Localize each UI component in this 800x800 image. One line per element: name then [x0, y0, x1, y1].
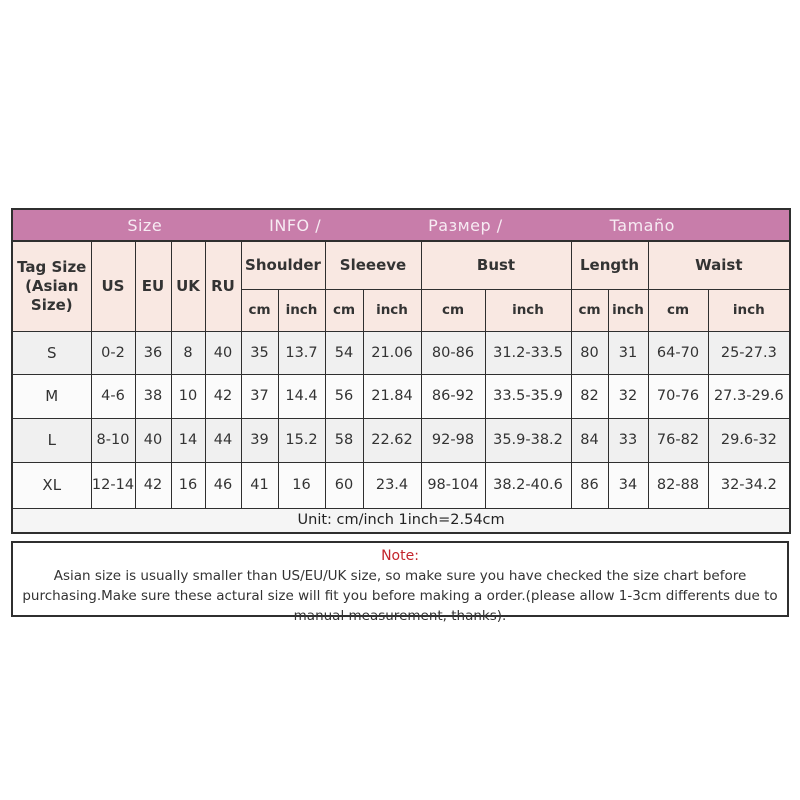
cell-l-ru: 44: [205, 418, 241, 462]
column-header-eu: EU: [135, 241, 171, 331]
cell-m-sleeve-cm: 56: [325, 374, 363, 418]
cell-xl-waist-inch: 32-34.2: [708, 462, 790, 508]
cell-xl-sleeve-cm: 60: [325, 462, 363, 508]
cell-s-shoulder-cm: 35: [241, 331, 278, 374]
column-header-tag-size: Tag Size (Asian Size): [12, 241, 91, 331]
cell-l-shoulder-cm: 39: [241, 418, 278, 462]
row-tag-l: L: [12, 418, 91, 462]
cell-xl-sleeve-inch: 23.4: [363, 462, 421, 508]
band-label-size: Size: [127, 215, 163, 235]
cell-s-bust-inch: 31.2-33.5: [485, 331, 571, 374]
cell-xl-eu: 42: [135, 462, 171, 508]
cell-l-sleeve-inch: 22.62: [363, 418, 421, 462]
cell-s-sleeve-cm: 54: [325, 331, 363, 374]
row-tag-xl: XL: [12, 462, 91, 508]
band-label-tamano: Tamaño: [609, 215, 675, 235]
cell-m-ru: 42: [205, 374, 241, 418]
cell-s-us: 0-2: [91, 331, 135, 374]
column-header-bust: Bust: [421, 241, 571, 289]
subheader-length-inch: inch: [608, 289, 648, 331]
table-row-m: [12, 374, 790, 418]
cell-s-waist-inch: 25-27.3: [708, 331, 790, 374]
subheader-length-cm: cm: [571, 289, 608, 331]
cell-xl-ru: 46: [205, 462, 241, 508]
cell-m-shoulder-inch: 14.4: [278, 374, 325, 418]
note-box: [11, 541, 789, 624]
cell-l-waist-cm: 76-82: [648, 418, 708, 462]
cell-m-length-inch: 32: [608, 374, 648, 418]
size-chart-table: [11, 208, 791, 534]
header-row: [12, 241, 790, 289]
column-header-us: US: [91, 241, 135, 331]
subheader-shoulder-cm: cm: [241, 289, 278, 331]
cell-s-length-inch: 31: [608, 331, 648, 374]
cell-s-uk: 8: [171, 331, 205, 374]
cell-m-eu: 38: [135, 374, 171, 418]
subheader-shoulder-inch: inch: [278, 289, 325, 331]
cell-l-length-cm: 84: [571, 418, 608, 462]
cell-s-waist-cm: 64-70: [648, 331, 708, 374]
cell-l-bust-cm: 92-98: [421, 418, 485, 462]
cell-l-shoulder-inch: 15.2: [278, 418, 325, 462]
title-band: [12, 209, 790, 241]
cell-m-bust-cm: 86-92: [421, 374, 485, 418]
cell-xl-length-inch: 34: [608, 462, 648, 508]
band-label-razmer: Размер /: [428, 215, 503, 235]
table-row-l: [12, 418, 790, 462]
cell-s-length-cm: 80: [571, 331, 608, 374]
cell-xl-waist-cm: 82-88: [648, 462, 708, 508]
cell-m-sleeve-inch: 21.84: [363, 374, 421, 418]
cell-m-length-cm: 82: [571, 374, 608, 418]
cell-xl-uk: 16: [171, 462, 205, 508]
column-header-uk: UK: [171, 241, 205, 331]
cell-m-shoulder-cm: 37: [241, 374, 278, 418]
subheader-sleeve-cm: cm: [325, 289, 363, 331]
column-header-sleeve: Sleeeve: [325, 241, 421, 289]
subheader-waist-cm: cm: [648, 289, 708, 331]
cell-l-waist-inch: 29.6-32: [708, 418, 790, 462]
cell-s-shoulder-inch: 13.7: [278, 331, 325, 374]
band-label-info: INFO /: [269, 215, 322, 235]
cell-l-sleeve-cm: 58: [325, 418, 363, 462]
cell-s-bust-cm: 80-86: [421, 331, 485, 374]
cell-xl-length-cm: 86: [571, 462, 608, 508]
unit-info-text: Unit: cm/inch 1inch=2.54cm: [12, 508, 790, 533]
note-body: Asian size is usually smaller than US/EU/UK size, so make sure you have checked the size chart before purchasing.Make sure these actural size will fit you before making a order.(please allow 1-3cm differents due to manual measurement, thanks).: [22, 568, 778, 624]
subheader-sleeve-inch: inch: [363, 289, 421, 331]
note-title: Note:: [381, 548, 419, 564]
title-band-cell: [12, 209, 790, 241]
cell-m-waist-inch: 27.3-29.6: [708, 374, 790, 418]
cell-m-bust-inch: 33.5-35.9: [485, 374, 571, 418]
cell-m-us: 4-6: [91, 374, 135, 418]
cell-l-uk: 14: [171, 418, 205, 462]
row-tag-s: S: [12, 331, 91, 374]
cell-s-sleeve-inch: 21.06: [363, 331, 421, 374]
column-header-ru: RU: [205, 241, 241, 331]
cell-xl-shoulder-inch: 16: [278, 462, 325, 508]
table-row-xl: [12, 462, 790, 508]
table-row-s: [12, 331, 790, 374]
cell-xl-shoulder-cm: 41: [241, 462, 278, 508]
column-header-length: Length: [571, 241, 648, 289]
subheader-bust-cm: cm: [421, 289, 485, 331]
cell-xl-us: 12-14: [91, 462, 135, 508]
cell-s-ru: 40: [205, 331, 241, 374]
cell-m-uk: 10: [171, 374, 205, 418]
unit-info-row: [12, 508, 790, 533]
cell-l-eu: 40: [135, 418, 171, 462]
cell-m-waist-cm: 70-76: [648, 374, 708, 418]
row-tag-m: M: [12, 374, 91, 418]
cell-l-bust-inch: 35.9-38.2: [485, 418, 571, 462]
cell-l-us: 8-10: [91, 418, 135, 462]
subheader-waist-inch: inch: [708, 289, 790, 331]
cell-xl-bust-inch: 38.2-40.6: [485, 462, 571, 508]
cell-l-length-inch: 33: [608, 418, 648, 462]
subheader-bust-inch: inch: [485, 289, 571, 331]
column-header-waist: Waist: [648, 241, 790, 289]
cell-xl-bust-cm: 98-104: [421, 462, 485, 508]
column-header-shoulder: Shoulder: [241, 241, 325, 289]
cell-s-eu: 36: [135, 331, 171, 374]
